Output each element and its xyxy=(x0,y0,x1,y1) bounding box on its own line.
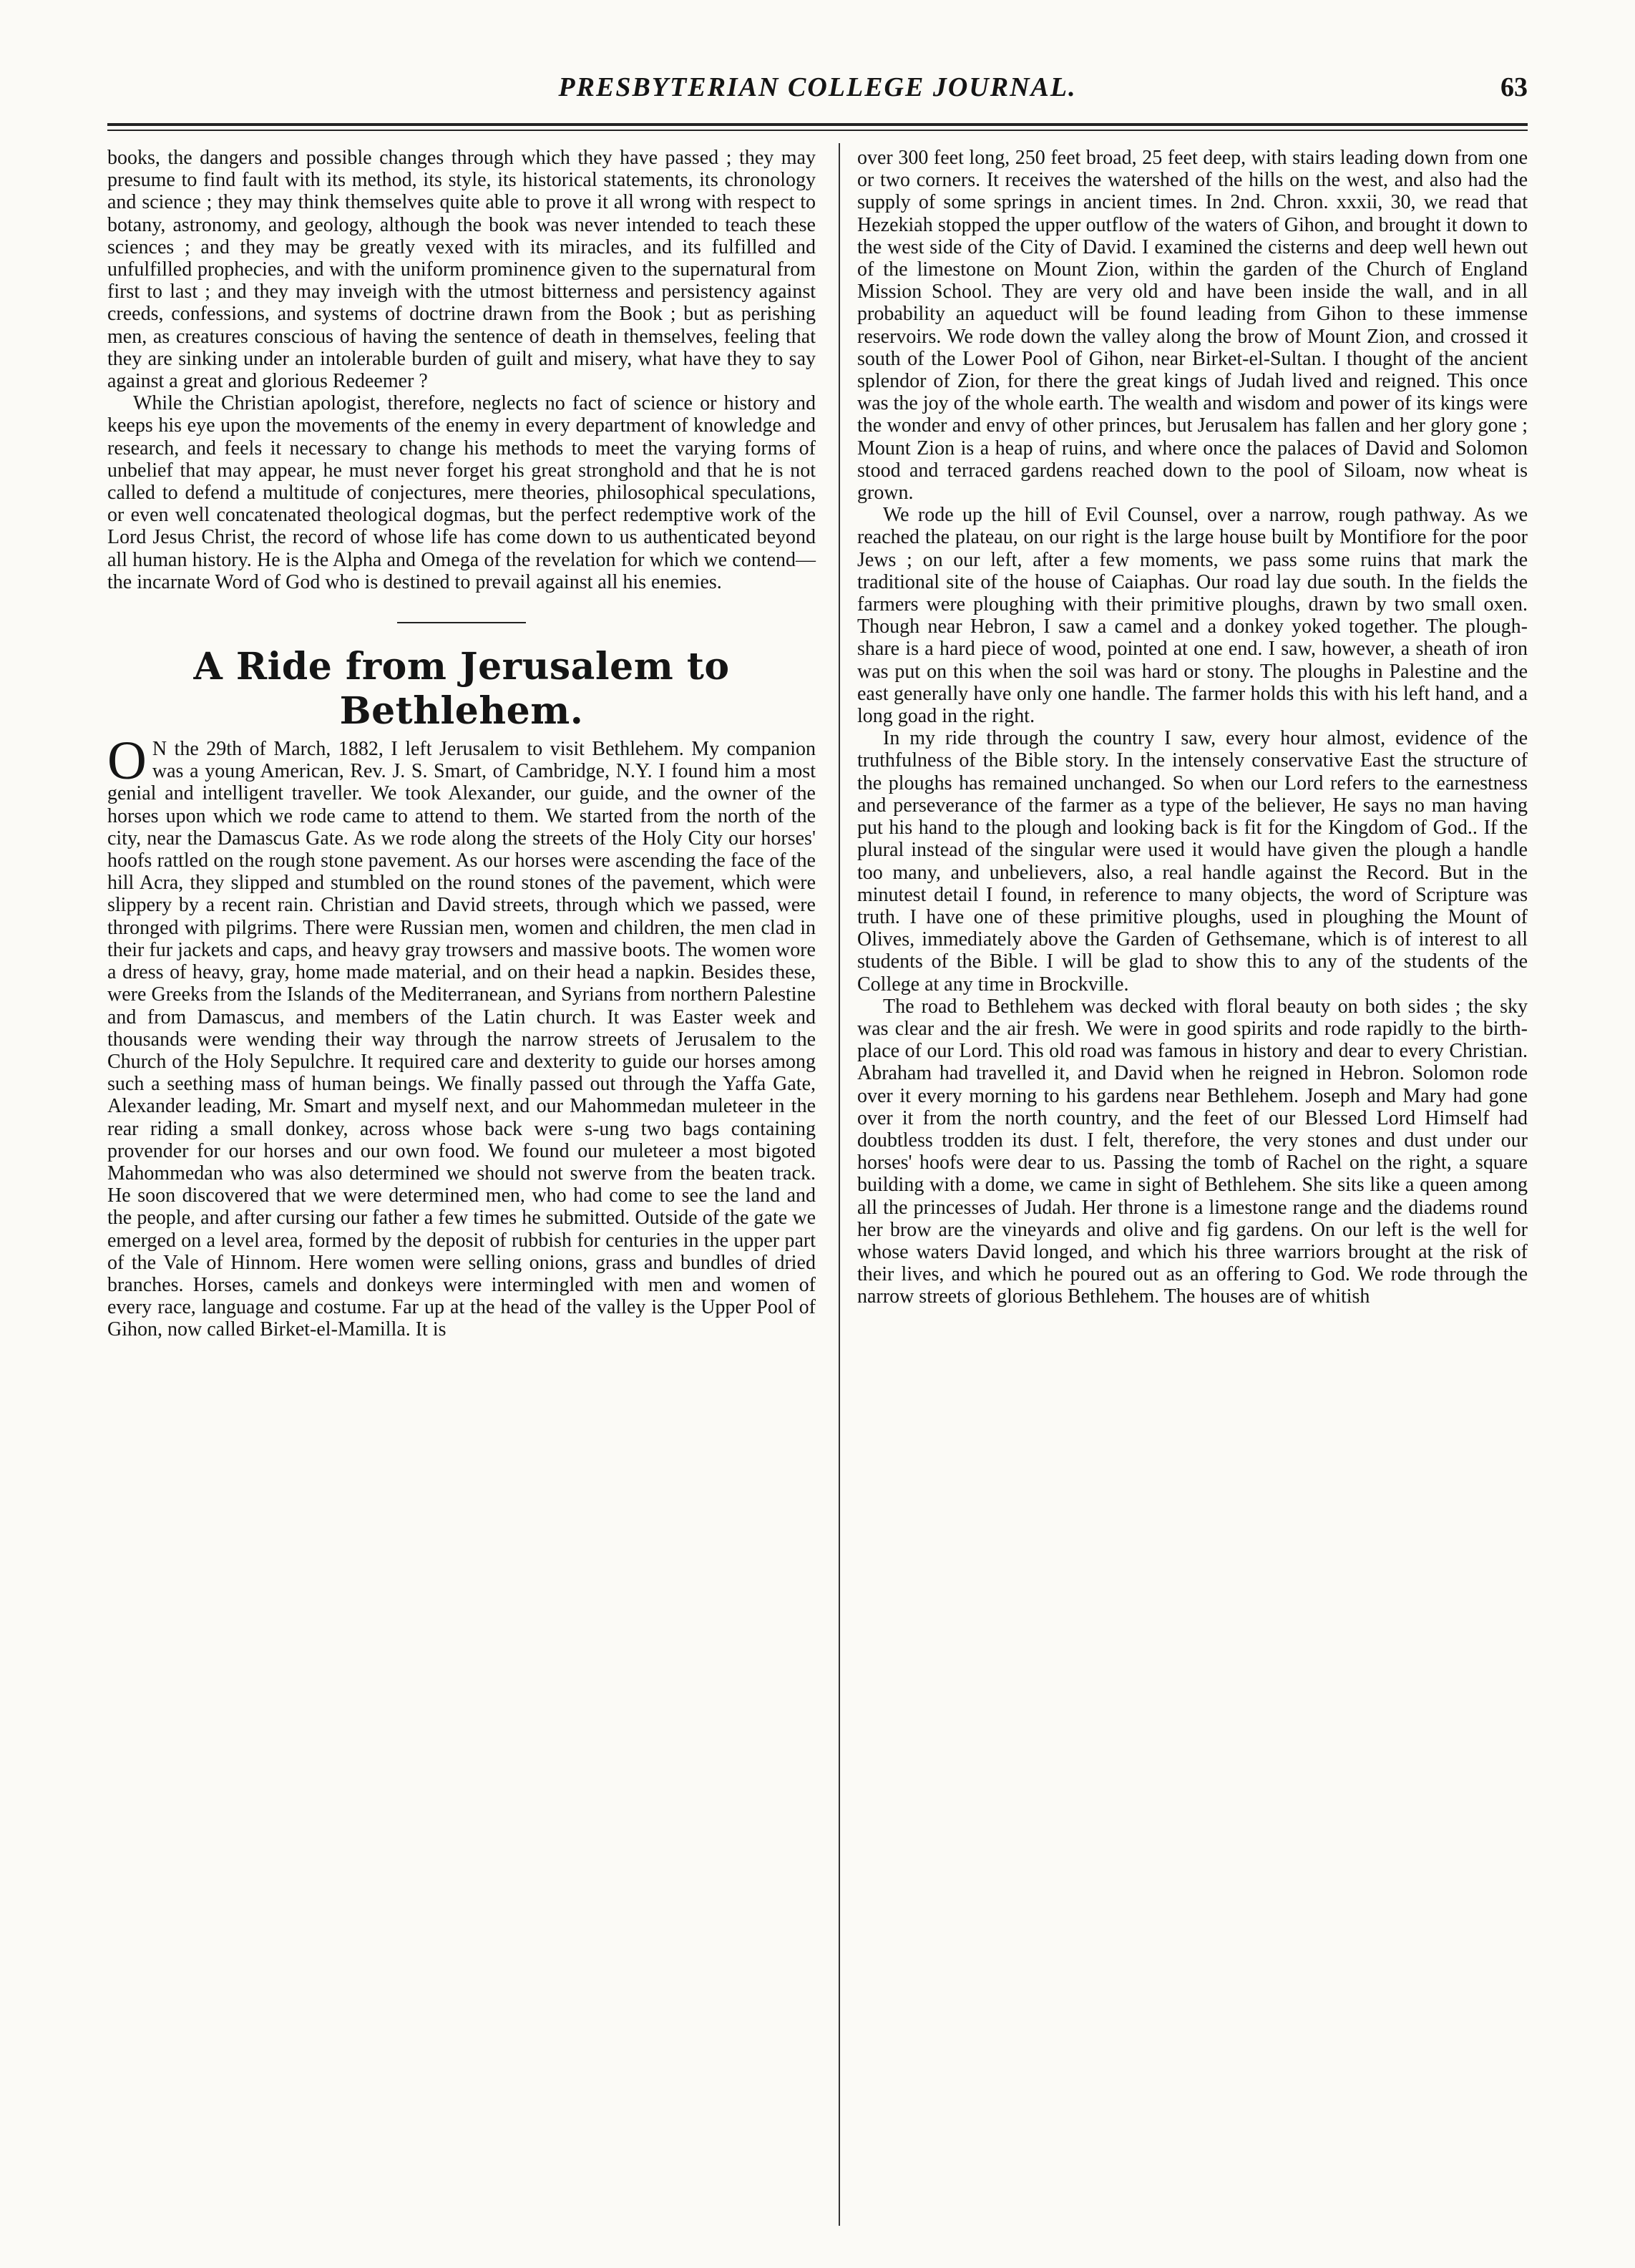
paragraph: While the Christian apologist, therefore, neglects no fact of science or history and keeps his eye upon the movements of the enemy in every department of knowledge and research, and feels it necessary to change his methods to meet the varying forms of unbelief that may appear, he must never forget his great stronghold and that he is not called to defend a multitude of conjectures, mere theories, philosophical speculations, or even well concatenated theological dogmas, but the perfect redemptive work of the Lord Jesus Christ, the record of whose life has come down to us authenticated beyond all human history. He is the Alpha and Omega of the revelation for which we contend—the incarnate Word of God who is destined to prevail against all his enemies. xyxy=(107,392,816,593)
header-rule-thin xyxy=(107,130,1528,131)
left-column xyxy=(107,147,816,1341)
paragraph: books, the dangers and possible changes through which they have passed ; they may presume to find fault with its method, its style, its historical statements, its chronology and science ; they may think themselves quite able to prove it all wrong with respect to botany, astronomy, and geology, although the book was never intended to teach these sciences ; and they may be greatly vexed with its miracles, and its fulfilled and unfulfilled prophecies, and with the uniform prominence given to the supernatural from first to last ; and they may inveigh with the utmost bitterness and persistency against creeds, confessions, and systems of doctrine drawn from the Book ; but as perishing men, as creatures conscious of having the sentence of death in themselves, feeling that they are sinking under an intolerable burden of guilt and misery, what have they to say against a great and glorious Redeemer ? xyxy=(107,147,816,393)
column-divider xyxy=(839,143,840,2226)
paragraph: We rode up the hill of Evil Counsel, over a narrow, rough pathway. As we reached the plateau, on our right is the large house built by Montifiore for the poor Jews ; on our left, after a few moments, we pass some ruins that mark the traditional site of the house of Caiaphas. Our road lay due south. In the fields the farmers were ploughing with their primitive ploughs, drawn by two small oxen. Though near Hebron, I saw a camel and a donkey yoked together. The plough-share is a hard piece of wood, pointed at one end. I saw, however, a sheath of iron was put on this when the soil was hard or stony. The ploughs in Palestine and the east generally have only one handle. The farmer holds this with his left hand, and a long goad in the right. xyxy=(857,504,1528,728)
paragraph: over 300 feet long, 250 feet broad, 25 feet deep, with stairs leading down from one or two corners. It receives the watershed of the hills on the west, and also had the supply of some springs in ancient times. In 2nd. Chron. xxxii, 30, we read that Hezekiah stopped the upper outflow of the waters of Gihon, and brought it down to the west side of the City of David. I examined the cisterns and deep well hewn out of the limestone on Mount Zion, within the garden of the Church of England Mission School. They are very old and have been inside the wall, and in all probability an aqueduct will be found leading from Gihon to these immense reservoirs. We rode down the valley along the brow of Mount Zion, and crossed it south of the Lower Pool of Gihon, near Birket-el-Sultan. I thought of the ancient splendor of Zion, for there the great kings of Judah lived and reigned. This once was the joy of the whole earth. The wealth and wisdom and power of its kings were the wonder and envy of other princes, but Jerusalem has fallen and her glory gone ; Mount Zion is a heap of ruins, and where once the palaces of David and Solomon stood and terraced gardens reached down to the pool of Siloam, now wheat is grown. xyxy=(857,147,1528,505)
drop-cap: O xyxy=(107,731,147,792)
journal-title: PRESBYTERIAN COLLEGE JOURNAL. xyxy=(558,72,1077,102)
right-column xyxy=(857,147,1528,1308)
article-opening-paragraph xyxy=(107,731,816,1341)
article-title: A Ride from Jerusalem to Bethlehem. xyxy=(193,645,730,734)
section-divider xyxy=(397,622,526,623)
page-number: 63 xyxy=(1500,72,1528,102)
paragraph: In my ride through the country I saw, every hour almost, evidence of the truthfulness of the Bible story. In the intensely conservative East the structure of the ploughs has remained unchanged. So when our Lord refers to the earnestness and perseverance of the farmer as a type of the believer, He says no man having put his hand to the plough and looking back is fit for the Kingdom of God.. If the plural instead of the singular were used it would have given the plough a handle too many, and unbelievers, also, a real handle against the Record. But in the minutest detail I found, in reference to many objects, the word of Scripture was truth. I have one of these primitive ploughs, used in ploughing the Mount of Olives, immediately above the Garden of Gethsemane, which is of interest to all students of the Bible. I will be glad to show this to any of the students of the College at any time in Brockville. xyxy=(857,727,1528,996)
running-head xyxy=(107,72,1528,115)
header-rule-thick xyxy=(107,123,1528,126)
article-opening-text: N the 29th of March, 1882, I left Jerusalem to visit Bethlehem. My companion was a young American, Rev. J. S. Smart, of Cambridge, N.Y. I found him a most genial and intelligent traveller. We took Alexander, our guide, and the owner of the horses upon which we rode came to attend to them. We started from the north of the city, near the Damascus Gate. As we rode along the streets of the Holy City our horses' hoofs rattled on the rough stone pavement. As our horses were ascending the face of the hill Acra, they slipped and stumbled on the round stones of the pavement, which were slippery by a recent rain. Christian and David streets, through which we passed, were thronged with pilgrims. There were Russian men, women and children, the men clad in their fur jackets and caps, and heavy gray trowsers and massive boots. The women wore a dress of heavy, gray, home made material, and on their head a napkin. Besides these, were Greeks from the Islands of the Mediterranean, and Syrians from northern Palestine and from Damascus, and members of the Latin church. It was Easter week and thousands were wending their way through the narrow streets of Jerusalem to the Church of the Holy Sepulchre. It required care and dexterity to guide our horses among such a seething mass of human beings. We finally passed out through the Yaffa Gate, Alexander leading, Mr. Smart and myself next, and our Mahommedan muleteer in the rear riding a small donkey, across whose back were s-ung two bags containing provender for our horses and our own food. We found our muleteer a most bigoted Mahommedan who was also determined we should not swerve from the beaten track. He soon discovered that we were determined men, who had come to see the land and the people, and after cursing our father a few times he submitted. Outside of the gate we emerged on a level area, formed by the deposit of rubbish for centuries in the upper part of the Vale of Hinnom. Here women were selling onions, grass and bundles of dried branches. Horses, camels and donkeys were intermingled with men and women of every race, language and costume. Far up at the head of the valley is the Upper Pool of Gihon, now called Birket-el-Mamilla. It is xyxy=(107,738,816,1341)
paragraph: The road to Bethlehem was decked with floral beauty on both sides ; the sky was clear and the air fresh. We were in good spirits and rode rapidly to the birth-place of our Lord. This old road was famous in history and dear to every Christian. Abraham had travelled it, and David when he reigned in Hebron. Solomon rode over it every morning to his gardens near Bethlehem. Joseph and Mary had gone over it from the north country, and the feet of our Blessed Lord Himself had doubtless trodden its dust. I felt, therefore, the very stones and dust under our horses' hoofs were dear to us. Passing the tomb of Rachel on the right, a square building with a dome, we came in sight of Bethlehem. She sits like a queen among all the princesses of Judah. Her throne is a limestone range and the diadems round her brow are the vineyards and olive and fig gardens. On our left is the well for whose waters David longed, and which his three warriors brought at the risk of their lives, and which he poured out as an offering to God. We rode through the narrow streets of glorious Bethlehem. The houses are of whitish xyxy=(857,995,1528,1308)
